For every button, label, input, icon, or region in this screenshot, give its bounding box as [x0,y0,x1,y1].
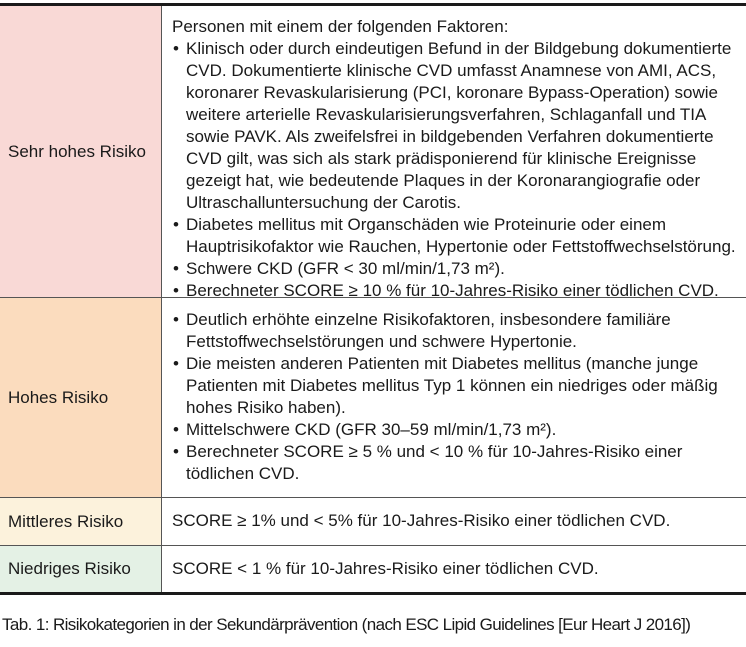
criteria-list [172,38,740,302]
risk-category-table [0,3,746,595]
list-item: • Berechneter SCORE ≥ 5 % und < 10 % für 10-Jahres-Risiko einer tödlichen CVD. [172,441,740,485]
category-label: Sehr hohes Risiko [8,141,146,161]
list-item: • Mittelschwere CKD (GFR 30–59 ml/min/1,73 m²). [172,419,740,441]
table-caption: Tab. 1: Risikokategorien in der Sekundärprävention (nach ESC Lipid Guidelines [Eur Heart J 2016]) [2,615,691,634]
criteria-list [172,309,740,485]
description-text: SCORE ≥ 1% und < 5% für 10-Jahres-Risiko einer tödlichen CVD. [172,511,671,530]
description-cell [162,498,746,545]
description-text: SCORE < 1 % für 10-Jahres-Risiko einer tödlichen CVD. [172,559,599,578]
list-item: • Schwere CKD (GFR < 30 ml/min/1,73 m²). [172,258,740,280]
table-row-high-risk [0,297,746,497]
category-label: Mittleres Risiko [8,511,124,531]
category-label: Niedriges Risiko [8,559,131,578]
category-cell [0,298,162,497]
table-row-low-risk [0,545,746,592]
list-item: • Deutlich erhöhte einzelne Risikofaktoren, insbesondere familiäre Fettstoffwechselstörungen und schwere Hypertonie. [172,309,740,353]
category-label: Hohes Risiko [8,387,109,407]
table-row-very-high-risk [0,6,746,300]
list-item: • Die meisten anderen Patienten mit Diabetes mellitus (manche junge Patienten mit Diabetes mellitus Typ 1 können ein niedriges oder mäßig hohes Risiko haben). [172,353,740,419]
description-intro: Personen mit einem der folgenden Faktoren: [172,17,509,36]
description-cell [162,546,746,592]
description-cell [162,6,746,300]
category-cell [0,498,162,545]
table-row-medium-risk [0,497,746,545]
category-cell [0,546,162,592]
list-item: • Berechneter SCORE ≥ 10 % für 10-Jahres-Risiko einer tödlichen CVD. [172,280,740,302]
description-cell [162,298,746,497]
category-cell [0,6,162,297]
list-item: • Klinisch oder durch eindeutigen Befund in der Bildgebung dokumentierte CVD. Dokumentierte klinische CVD umfasst Anamnese von AMI, ACS, koronarer Revaskularisierung (PCI, koronare Bypass-Operation) sowie weitere arterielle Revaskularisierungsverfahren, Schlaganfall und TIA sowie PAVK. Als zweifelsfrei in bildgebenden Verfahren dokumentierte CVD gilt, was sich als stark prädisponierend für klinische Ereignisse gezeigt hat, wie bedeutende Plaques in der Koronarangiografie oder Ultraschalluntersuchung der Carotis. [172,38,740,214]
list-item: • Diabetes mellitus mit Organschäden wie Proteinurie oder einem Hauptrisikofaktor wie Rauchen, Hypertonie oder Fettstoffwechselstörung. [172,214,740,258]
